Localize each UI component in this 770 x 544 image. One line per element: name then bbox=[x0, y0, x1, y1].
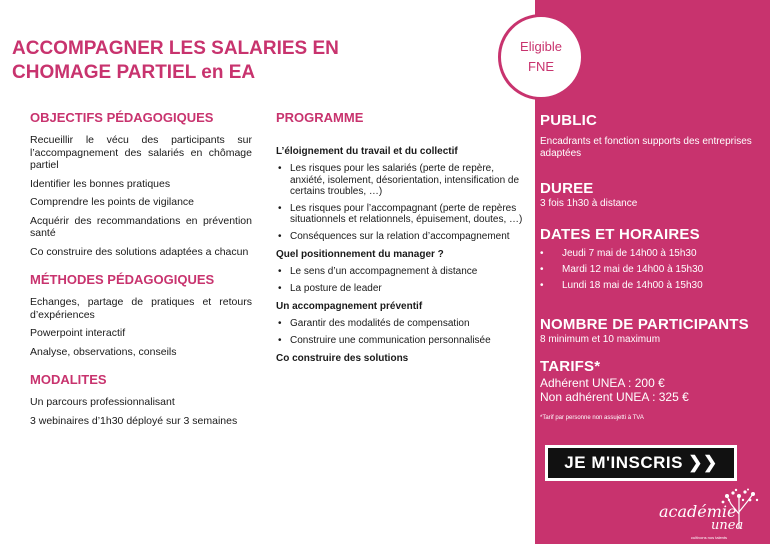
methode-item: Powerpoint interactif bbox=[30, 327, 126, 339]
register-button[interactable] bbox=[545, 445, 737, 481]
methodes-heading: MÉTHODES PÉDAGOGIQUES bbox=[30, 272, 215, 287]
methode-item: Analyse, observations, conseils bbox=[30, 345, 177, 358]
logo-tagline: cultivons nos talents bbox=[691, 535, 728, 540]
programme-bullet-list bbox=[276, 318, 530, 346]
objectif-item: Comprendre les points de vigilance bbox=[30, 196, 195, 208]
methode-item: Echanges, partage de pratiques et retours d’expériences bbox=[30, 296, 252, 321]
objectif-item: Acquérir des recommandations en prévention santé bbox=[30, 214, 252, 239]
programme-bullet: • Conséquences sur la relation d’accompagnement bbox=[276, 231, 530, 243]
tarif-adherent: Adhérent UNEA : 200 € bbox=[540, 376, 665, 390]
dates-list bbox=[540, 246, 765, 294]
objectif-item: Co construire des solutions adaptées a chacun bbox=[30, 245, 249, 258]
logo-line1: académie bbox=[659, 502, 737, 521]
register-button-label[interactable]: JE M'INSCRIS ❯❯ bbox=[548, 448, 734, 478]
programme-heading: PROGRAMME bbox=[276, 110, 364, 125]
programme-bullet: • La posture de leader bbox=[276, 283, 530, 295]
programme-bullet: • Les risques pour les salariés (perte de repère, anxiété, isolement, désorientation, intensification de certains troubles, …) bbox=[276, 163, 530, 198]
logo-line2: unea bbox=[711, 518, 744, 533]
tarif-non-adherent: Non adhérent UNEA : 325 € bbox=[540, 390, 689, 404]
objectif-item: Identifier les bonnes pratiques bbox=[30, 177, 171, 190]
programme-column bbox=[276, 110, 530, 370]
programme-bullet: • Les risques pour l’accompagnant (perte de repères situationnels et relationnels, épuisement, doutes, …) bbox=[276, 203, 530, 226]
dates-heading: DATES ET HORAIRES bbox=[540, 226, 700, 243]
programme-bullet-list bbox=[276, 266, 530, 294]
badge-line2: FNE bbox=[528, 59, 554, 74]
programme-section-title: L’éloignement du travail et du collectif bbox=[276, 146, 458, 157]
modalite-item: Un parcours professionnalisant bbox=[30, 396, 175, 408]
modalites-heading: MODALITES bbox=[30, 372, 107, 387]
programme-bullet: • Le sens d’un accompagnement à distance bbox=[276, 266, 530, 278]
date-item: • Mardi 12 mai de 14h00 à 15h30 bbox=[540, 262, 765, 278]
objectifs-heading: OBJECTIFS PÉDAGOGIQUES bbox=[30, 110, 214, 125]
title-line1: ACCOMPAGNER LES SALARIES EN bbox=[12, 38, 339, 59]
modalite-item: 3 webinaires d’1h30 déployé sur 3 semaines bbox=[30, 414, 238, 427]
badge-line1: Eligible bbox=[520, 39, 562, 54]
date-item: • Lundi 18 mai de 14h00 à 15h30 bbox=[540, 278, 765, 294]
programme-bullet: • Construire une communication personnalisée bbox=[276, 335, 530, 347]
date-item: • Jeudi 7 mai de 14h00 à 15h30 bbox=[540, 246, 765, 262]
page-title bbox=[12, 37, 492, 85]
programme-bullet-list bbox=[276, 163, 530, 242]
public-text: Encadrants et fonction supports des entreprises adaptées bbox=[540, 136, 752, 159]
duree-text: 3 fois 1h30 à distance bbox=[540, 198, 638, 209]
programme-section-title: Un accompagnement préventif bbox=[276, 301, 423, 312]
public-heading: PUBLIC bbox=[540, 112, 598, 129]
programme-section-title: Quel positionnement du manager ? bbox=[276, 249, 444, 260]
participants-text: 8 minimum et 10 maximum bbox=[540, 334, 661, 345]
tarif-note: *Tarif par personne non assujetti à TVA bbox=[540, 415, 644, 421]
academie-unea-logo bbox=[655, 488, 765, 542]
duree-heading: DUREE bbox=[540, 180, 594, 197]
left-column bbox=[30, 110, 252, 433]
sidebar-content bbox=[540, 112, 765, 422]
objectif-item: Recueillir le vécu des participants sur l’accompagnement des salariés en chômage partiel bbox=[30, 134, 252, 171]
eligible-fne-badge bbox=[498, 14, 584, 100]
tarifs-heading: TARIFS* bbox=[540, 358, 601, 375]
participants-heading: NOMBRE DE PARTICIPANTS bbox=[540, 316, 749, 333]
programme-section-title: Co construire des solutions bbox=[276, 353, 409, 364]
title-line2: CHOMAGE PARTIEL en EA bbox=[12, 62, 256, 83]
programme-bullet: • Garantir des modalités de compensation bbox=[276, 318, 530, 330]
